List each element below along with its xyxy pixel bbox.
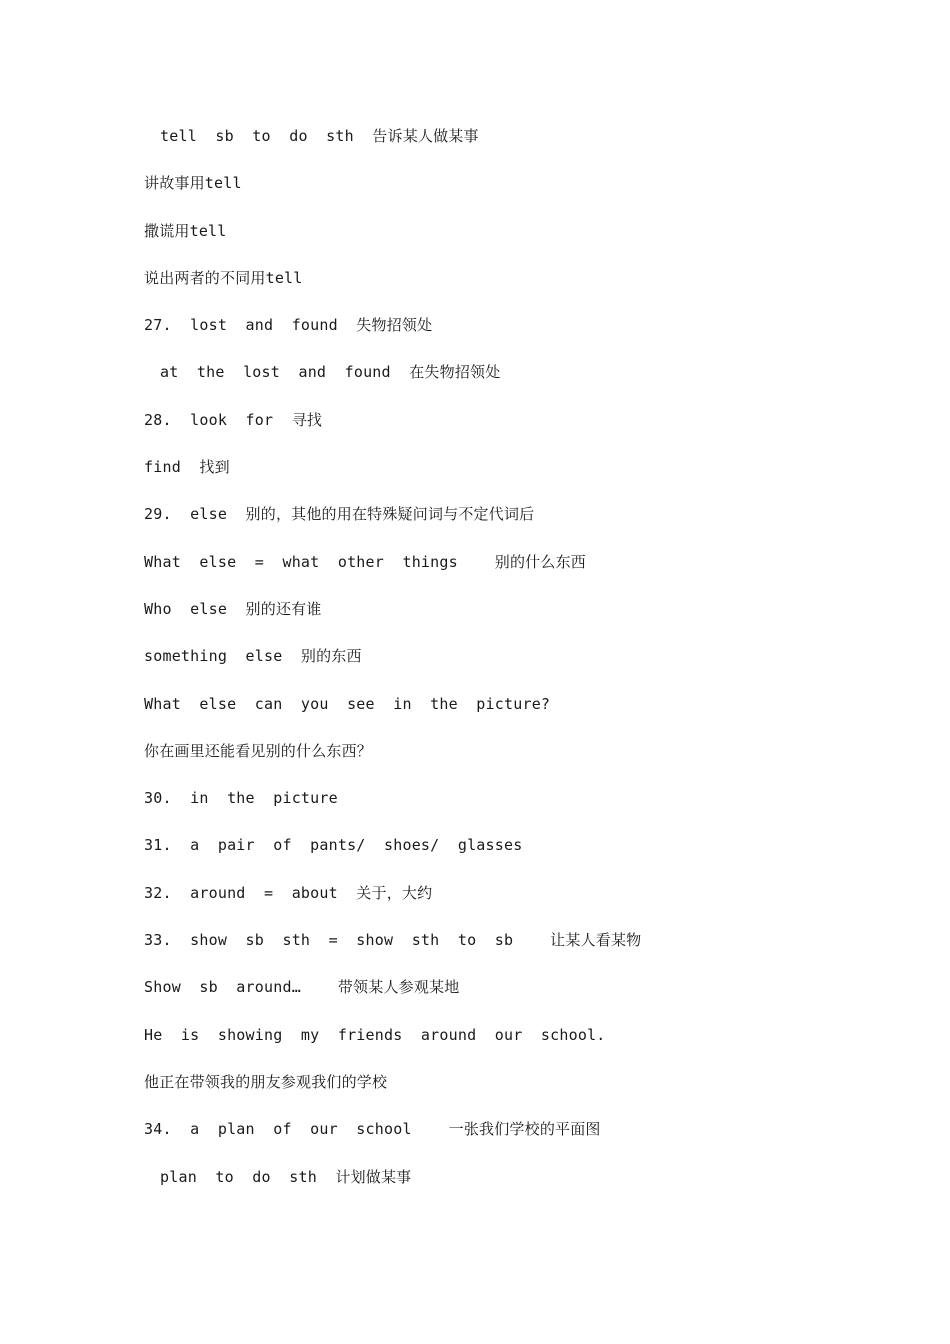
text-line: 32. around = about 关于，大约 [144,883,433,902]
text-line: Show sb around… 带领某人参观某地 [144,978,460,997]
text-line: 31. a pair of pants/ shoes/ glasses [144,836,523,855]
text-line: something else 别的东西 [144,647,362,666]
text-line: 29. else 别的，其他的用在特殊疑问词与不定代词后 [144,505,535,524]
text-line: at the lost and found 在失物招领处 [160,363,501,382]
text-line: 33. show sb sth = show sth to sb 让某人看某物 [144,931,642,950]
text-line: Who else 别的还有谁 [144,599,322,618]
text-line: 说出两者的不同用tell [144,268,303,287]
text-line: 讲故事用tell [144,174,242,193]
text-line: 你在画里还能看见别的什么东西？ [144,741,373,760]
text-line: 28. look for 寻找 [144,410,323,429]
text-line: What else can you see in the picture? [144,694,551,713]
document-body [144,121,904,1209]
text-line: 他正在带领我的朋友参观我们的学校 [144,1072,388,1091]
text-line: 撒谎用tell [144,221,227,240]
text-line: 34. a plan of our school 一张我们学校的平面图 [144,1120,601,1139]
text-line: find 找到 [144,458,230,477]
text-line: tell sb to do sth 告诉某人做某事 [160,127,479,145]
text-line: He is showing my friends around our school. [144,1025,606,1044]
text-line: What else = what other things 别的什么东西 [144,552,586,571]
text-line: 27. lost and found 失物招领处 [144,316,433,335]
text-line: 30. in the picture [144,789,338,808]
text-line: plan to do sth 计划做某事 [160,1167,412,1186]
